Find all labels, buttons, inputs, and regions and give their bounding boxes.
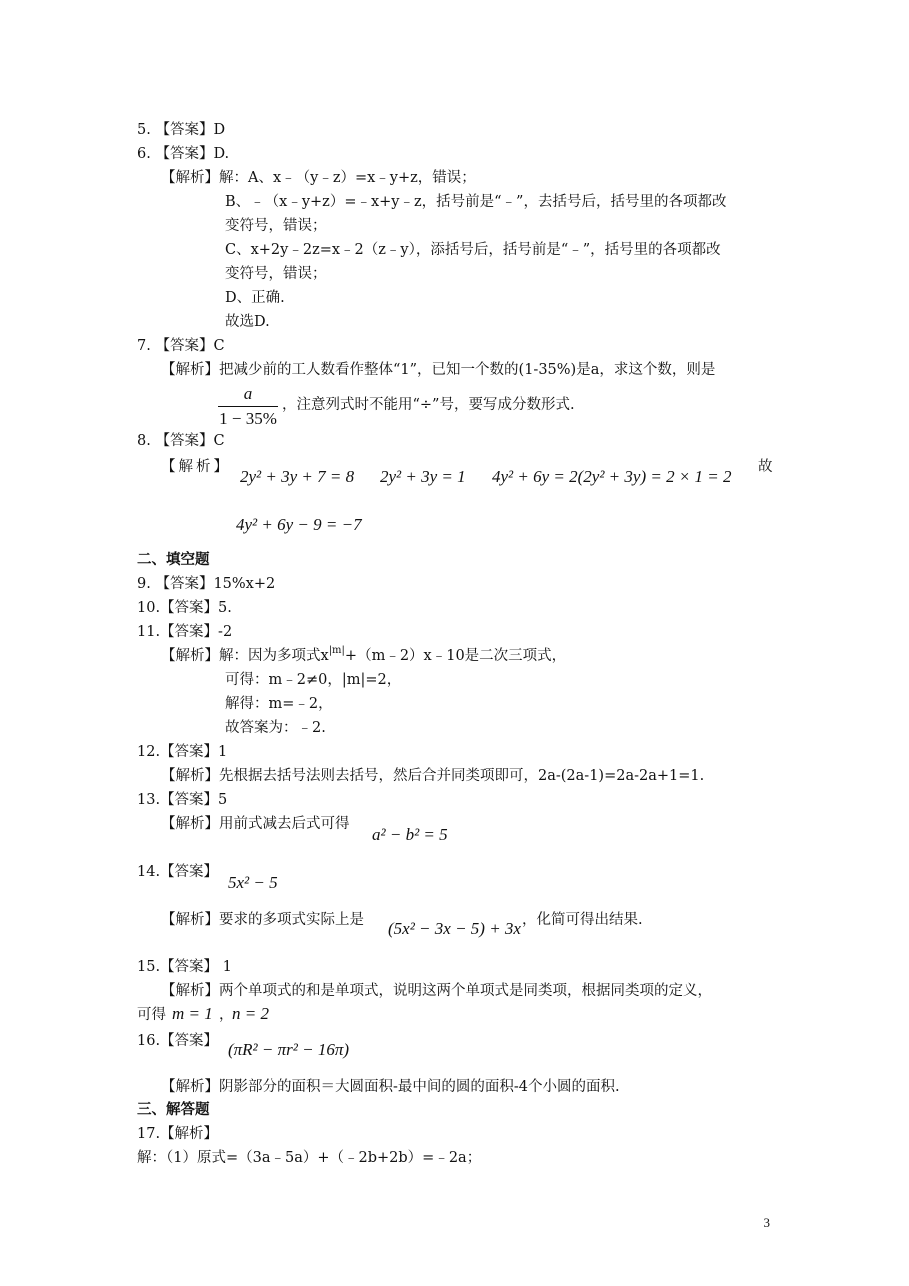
fraction-a-over-1-35 (218, 384, 278, 429)
answer-9: 9. 【答案】15%x+2 (137, 576, 276, 592)
equation-8d: 4y² + 6y − 9 = −7 (236, 515, 362, 534)
section-heading-solutions: 三、解答题 (137, 1102, 210, 1118)
answer-5: 5. 【答案】D (137, 122, 226, 138)
answer-16: 16.【答案】 (137, 1033, 219, 1049)
analysis-14-tail: ，化简可得出结果. (522, 912, 643, 928)
analysis-6-b: B、﹣（x﹣y+z）=﹣x+y﹣z，括号前是“﹣”，去括号后，括号里的各项都改 (225, 194, 727, 210)
analysis-7: 【解析】把减少前的工人数看作整体“1”，已知一个数的(1-35%)是a，求这个数，则是 (161, 362, 716, 378)
equation-15a: m = 1 (172, 1004, 213, 1023)
analysis-6-c2: 变符号，错误； (225, 266, 327, 282)
analysis-11-b: +（m﹣2）x﹣10是二次三项式， (344, 648, 567, 664)
analysis-13: 【解析】用前式减去后式可得 (161, 816, 350, 832)
analysis-11 (161, 647, 566, 665)
section-heading-fill-in: 二、填空题 (137, 552, 210, 568)
equation-8a: 2y² + 3y + 7 = 8 (240, 467, 355, 486)
equation-16: (πR² − πr² − 16π) (228, 1040, 350, 1059)
equation-13: a² − b² = 5 (372, 825, 448, 844)
equation-8b: 2y² + 3y = 1 (380, 467, 466, 486)
analysis-6-b2: 变符号，错误； (225, 218, 327, 234)
analysis-12: 【解析】先根据去括号法则去括号，然后合并同类项即可，2a-(2a-1)=2a-2a+1=1. (161, 768, 705, 784)
analysis-15: 【解析】两个单项式的和是单项式，说明这两个单项式是同类项，根据同类项的定义， (161, 983, 712, 999)
analysis-7-tail: ，注意列式时不能用“÷”号，要写成分数形式. (282, 397, 575, 413)
answer-6: 6. 【答案】D. (137, 146, 230, 162)
analysis-17-label: 17.【解析】 (137, 1126, 219, 1142)
analysis-6-d: D、正确. (225, 290, 285, 306)
analysis-6: 【解析】解：A、x﹣（y﹣z）=x﹣y+z，错误； (161, 170, 476, 186)
abs-m-exponent: |m| (328, 645, 345, 656)
answer-10: 10.【答案】5. (137, 600, 232, 616)
answer-7: 7. 【答案】C (137, 338, 225, 354)
analysis-8-label: 【解析】 (161, 459, 231, 475)
equation-14b: (5x² − 3x − 5) + 3x (388, 919, 521, 938)
analysis-11-4: 故答案为：﹣2. (225, 720, 326, 736)
fraction-numerator: a (218, 384, 278, 407)
analysis-11-a: 【解析】解：因为多项式x (161, 648, 329, 664)
analysis-11-3: 解得：m=﹣2， (225, 696, 333, 712)
answer-14: 14.【答案】 (137, 864, 219, 880)
analysis-8-therefore: 故 (758, 459, 773, 475)
equation-8c: 4y² + 6y = 2(2y² + 3y) = 2 × 1 = 2 (492, 467, 732, 486)
answer-15: 15.【答案】 1 (137, 959, 232, 975)
equation-14: 5x² − 5 (228, 873, 278, 892)
analysis-6-conclusion: 故选D. (225, 314, 270, 330)
answer-13: 13.【答案】5 (137, 792, 228, 808)
analysis-6-c: C、x+2y﹣2z=x﹣2（z﹣y），添括号后，括号前是“﹣”，括号里的各项都改 (225, 242, 721, 258)
analysis-15-2: 可得 (137, 1007, 166, 1023)
solution-17-1: 解：（1）原式=（3a﹣5a）+（﹣2b+2b）=﹣2a； (137, 1150, 482, 1166)
equation-15b: n = 2 (232, 1004, 269, 1023)
analysis-15-comma: ， (219, 1007, 234, 1023)
page-number: 3 (763, 1215, 770, 1230)
answer-11: 11.【答案】-2 (137, 624, 233, 640)
analysis-11-2: 可得：m﹣2≠0，|m|=2， (225, 672, 402, 688)
answer-8: 8. 【答案】C (137, 433, 225, 449)
fraction-denominator: 1 − 35% (219, 409, 277, 428)
answer-12: 12.【答案】1 (137, 744, 228, 760)
analysis-14: 【解析】要求的多项式实际上是 (161, 912, 364, 928)
analysis-16: 【解析】阴影部分的面积＝大圆面积-最中间的圆的面积-4个小圆的面积. (161, 1079, 620, 1095)
